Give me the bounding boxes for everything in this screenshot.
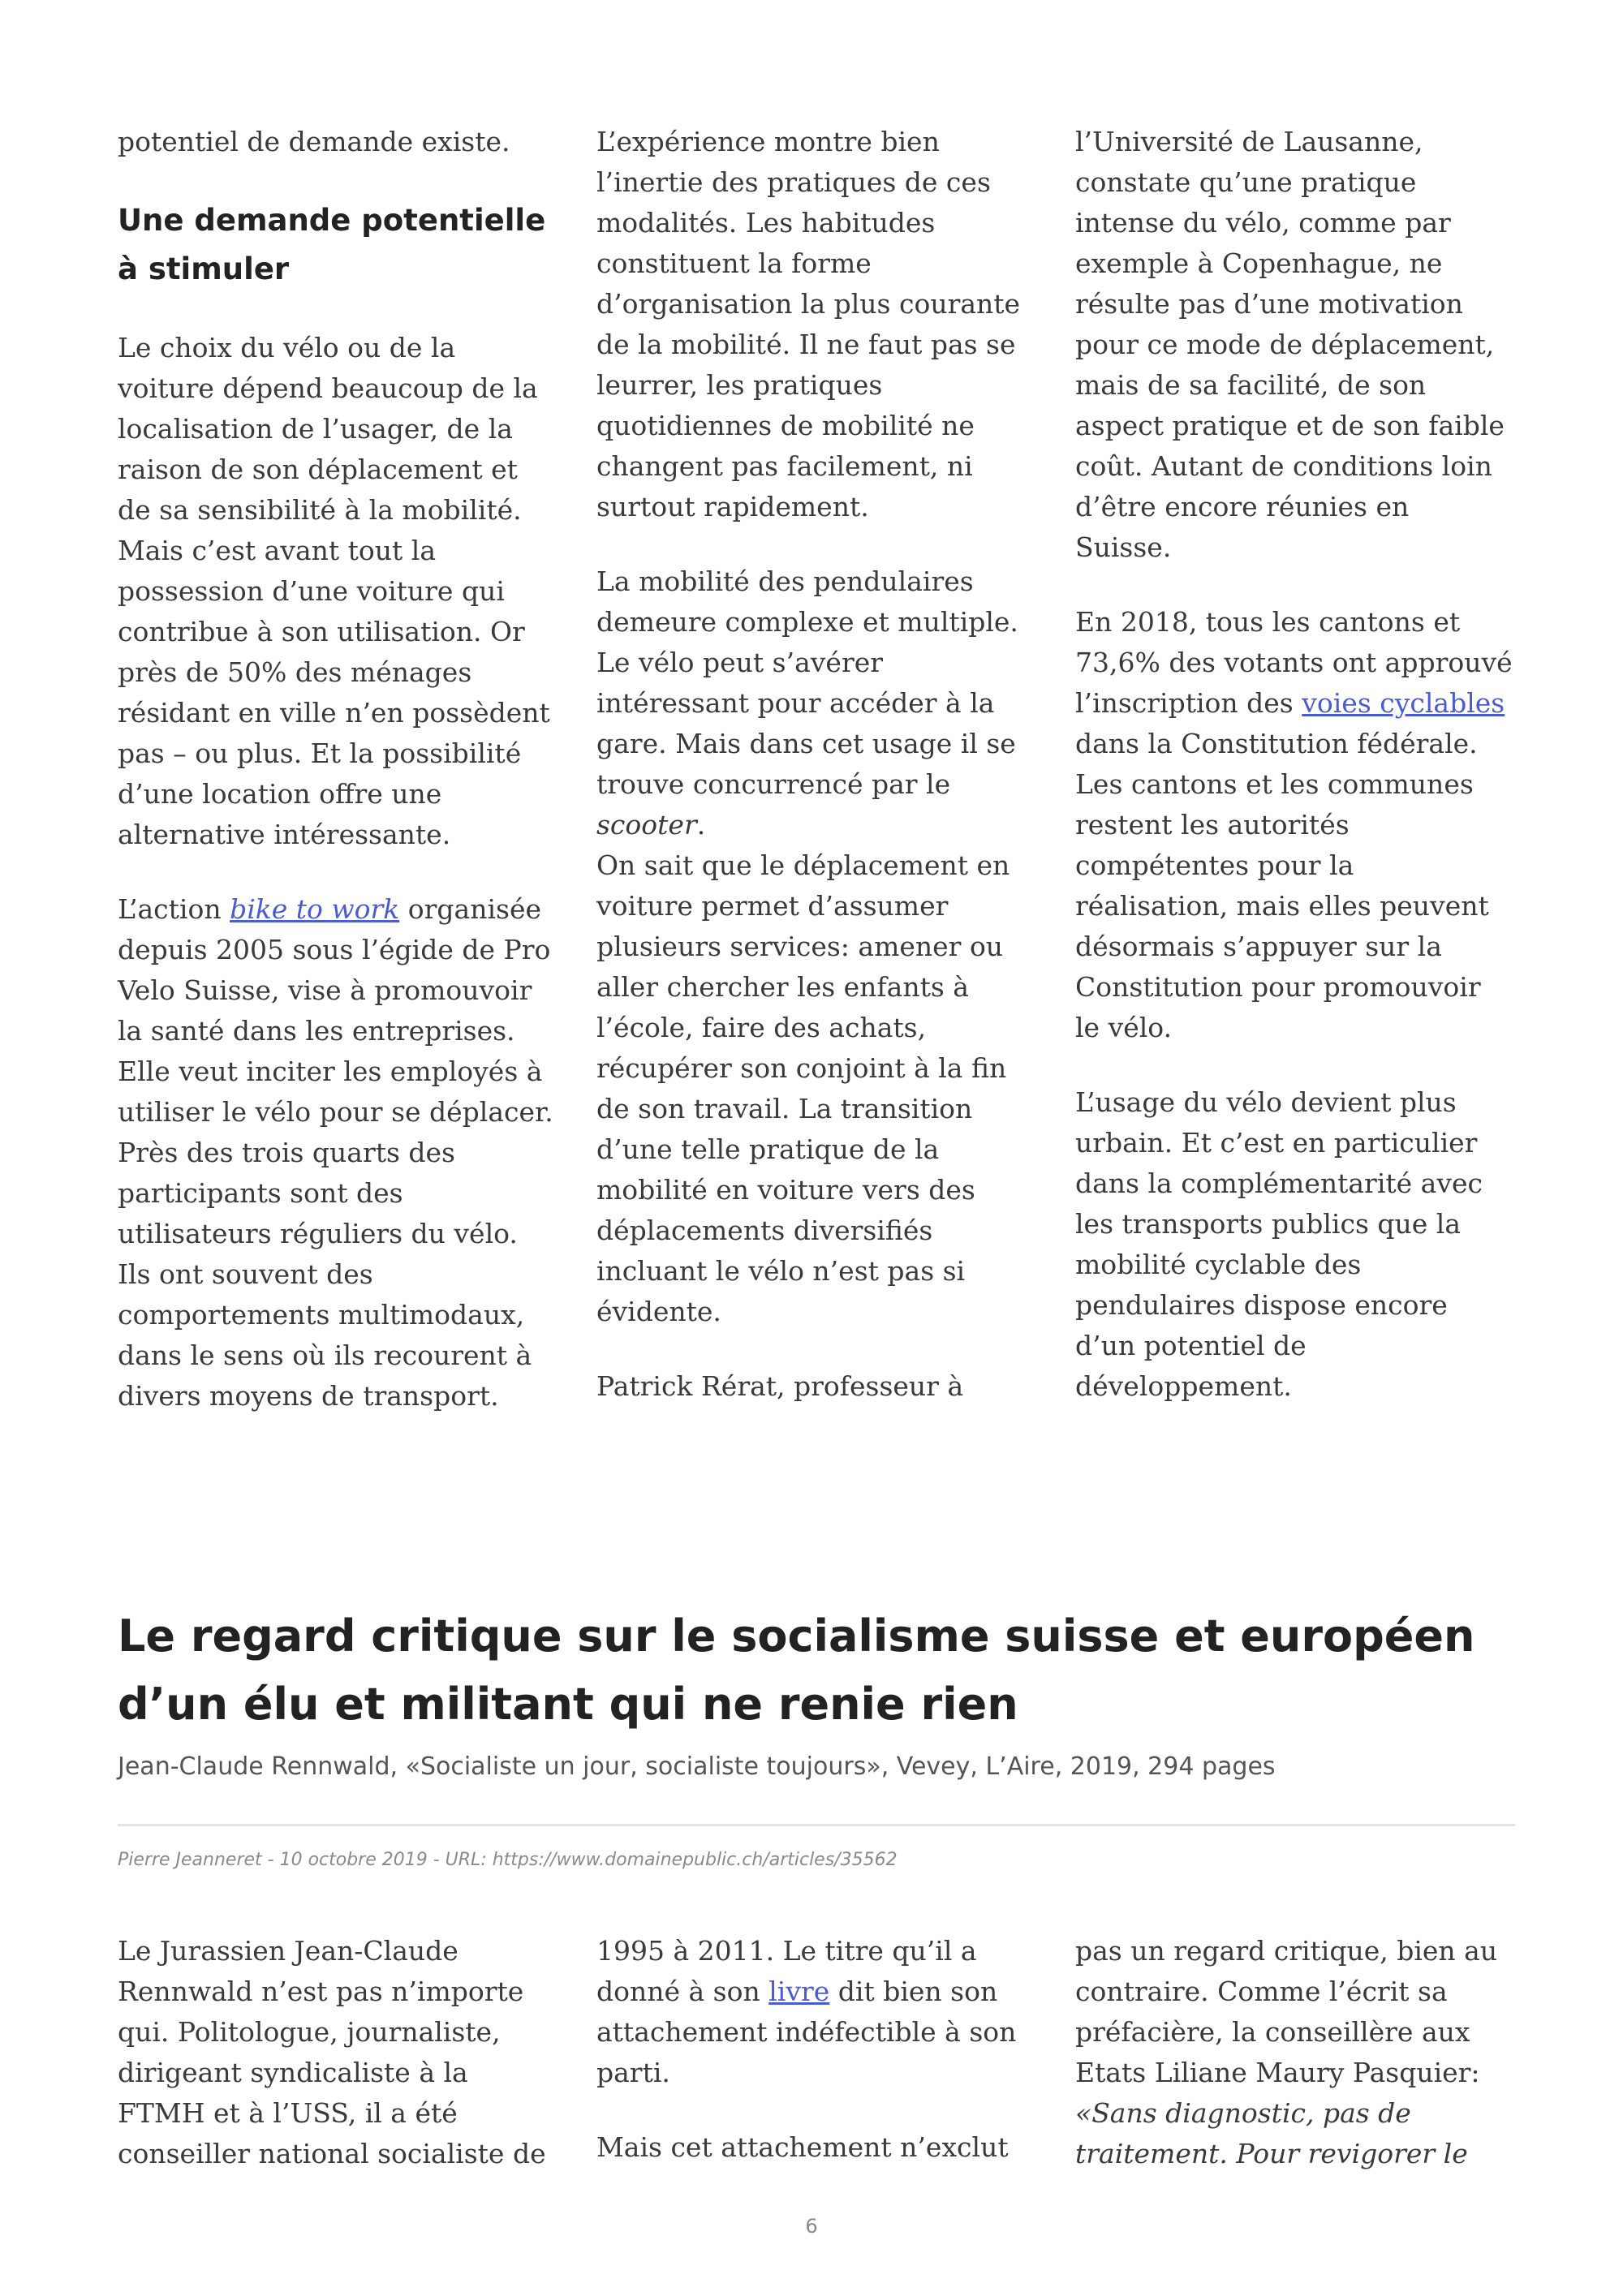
text-run: pas un regard critique, bien au contraire. Comme l’écrit sa préfacière, la conseillère aux Etats Liliane Maury Pasquier: <box>1075 1935 1498 2088</box>
paragraph: L’expérience montre bien l’inertie des pratiques de ces modalités. Les habitudes constituent la forme d’organisation la plus courante de la mobilité. Il ne faut pas se leurrer, les pratiques quotidiennes de mobilité ne changent pas facilement, ni surtout rapidement. <box>596 126 1021 522</box>
article-title: Le regard critique sur le socialisme suisse et européen d’un élu et militant qui ne renie rien <box>118 1610 1475 1730</box>
italic-text: scooter <box>596 809 697 841</box>
voies-cyclables-link[interactable]: voies cyclables <box>1302 687 1505 719</box>
paragraph: Le choix du vélo ou de la voiture dépend beaucoup de la localisation de l’usager, de la raison de son déplacement et de sa sensibilité à la mobilité. Mais c’est avant tout la possession d’une voiture qui contribue à son utilisation. Or près de 50% des ménages résidant en ville n’en possèdent pas – ou plus. Et la possibilité d’une location offre une alternative intéressante. <box>118 332 550 850</box>
article-2-column-1 <box>118 1931 556 2208</box>
text-run: 1995 à 2011. Le titre qu’il a donné à son <box>596 1935 977 2007</box>
livre-link[interactable]: livre <box>768 1976 830 2007</box>
article-1-columns <box>118 122 1513 1451</box>
text-run: La mobilité des pendulaires demeure complexe et multiple. Le vélo peut s’avérer intéressant pour accéder à la gare. Mais dans cet usage il se trouve concurrencé par le <box>596 565 1018 800</box>
text-run: dans la Constitution fédérale. Les cantons et les communes restent les autorités compétentes pour la réalisation, mais elles peuvent désormais s’appuyer sur la Constitution pour promouvoir le vélo. <box>1075 728 1489 1043</box>
paragraph: Le Jurassien Jean-Claude Rennwald n’est pas n’importe qui. Politologue, journaliste, dirigeant syndicaliste à la FTMH et à l’USS, il a été conseiller national socialiste de <box>118 1935 546 2169</box>
article-subtitle: Jean-Claude Rennwald, «Socialiste un jour, socialiste toujours», Vevey, L’Aire, 2019, 294 pages <box>118 1752 1276 1781</box>
article-meta: Pierre Jeanneret - 10 octobre 2019 - URL: https://www.domainepublic.ch/articles/35562 <box>118 1850 898 1870</box>
text-run: organisée depuis 2005 sous l’égide de Pro Velo Suisse, vise à promouvoir la santé dans les entreprises. Elle veut inciter les employés à utiliser le vélo pour se déplacer. Près des trois quarts des participants sont des utilisateurs réguliers du vélo. Ils ont souvent des comportements multimodaux, dans le sens où ils recourent à divers moyens de transport. <box>118 893 553 1412</box>
article-2-column-3 <box>1075 1931 1513 2208</box>
paragraph <box>1075 602 1513 1048</box>
article-1-column-3 <box>1075 122 1513 1451</box>
text-run: L’action <box>118 893 230 925</box>
paragraph: potentiel de demande existe. <box>118 126 510 157</box>
paragraph: On sait que le déplacement en voiture permet d’assumer plusieurs services: amener ou aller chercher les enfants à l’école, faire des achats, récupérer son conjoint à la fin de son travail. La transition d’une telle pratique de la mobilité en voiture vers des déplacements diversifiés incluant le vélo n’est pas si évidente. <box>596 849 1010 1327</box>
paragraph: Patrick Rérat, professeur à <box>596 1370 964 1402</box>
bike-to-work-link[interactable]: bike to work <box>230 893 400 925</box>
italic-quote: «Sans diagnostic, pas de traitement. Pour revigorer le <box>1075 2097 1468 2169</box>
text-run: . <box>696 809 706 841</box>
text-run: En 2018, tous les cantons et 73,6% des votants ont approuvé l’inscription des <box>1075 606 1513 719</box>
section-heading: Une demande potentielle à stimuler <box>118 203 546 286</box>
article-2-columns <box>118 1931 1513 2208</box>
page-number: 6 <box>805 2215 818 2238</box>
paragraph <box>118 889 556 1417</box>
paragraph <box>596 1931 1035 2093</box>
paragraph: l’Université de Lausanne, constate qu’une pratique intense du vélo, comme par exemple à Copenhague, ne résulte pas d’une motivation pour ce mode de déplacement, mais de sa facilité, de son aspect pratique et de son faible coût. Autant de conditions loin d’être encore réunies en Suisse. <box>1075 126 1505 563</box>
article-1-column-1 <box>118 122 556 1451</box>
text-run: dit bien son attachement indéfectible à son parti. <box>596 1976 1017 2088</box>
paragraph <box>596 561 1035 845</box>
article-2-column-2 <box>596 1931 1035 2208</box>
article-1-column-2 <box>596 122 1035 1451</box>
paragraph: Mais cet attachement n’exclut <box>596 2131 1009 2163</box>
divider <box>118 1824 1515 1826</box>
paragraph <box>1075 1931 1513 2174</box>
paragraph: L’usage du vélo devient plus urbain. Et c’est en particulier dans la complémentarité avec les transports publics que la mobilité cyclable des pendulaires dispose encore d’un potentiel de développement. <box>1075 1086 1483 1402</box>
